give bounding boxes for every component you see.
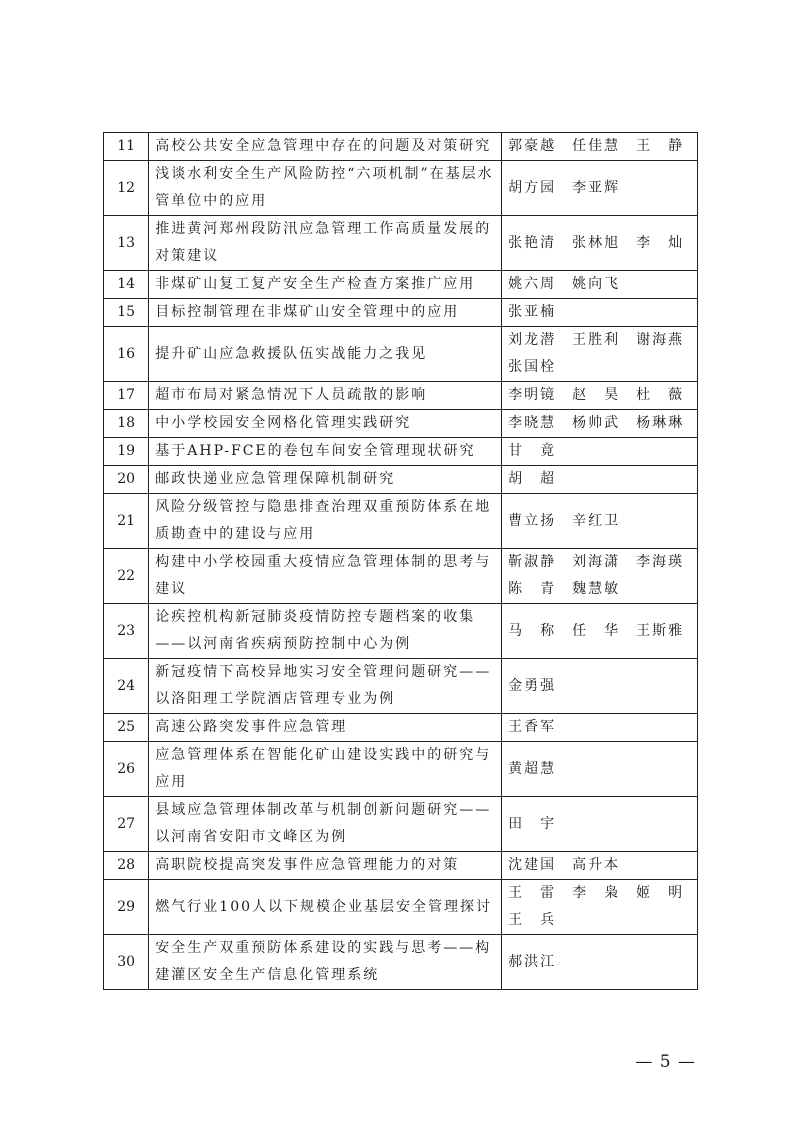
paper-title: 安全生产双重预防体系建设的实践与思考——构建灌区安全生产信息化管理系统	[149, 935, 502, 990]
authors-cell: 曹立扬 辛红卫	[502, 494, 698, 549]
authors-cell: 姚六周 姚向飞	[502, 271, 698, 299]
paper-title: 邮政快递业应急管理保障机制研究	[149, 466, 502, 494]
authors-cell: 张亚楠	[502, 299, 698, 327]
table-row	[104, 271, 698, 299]
authors-cell: 甘 竟	[502, 438, 698, 466]
paper-title: 县域应急管理体制改革与机制创新问题研究——以河南省安阳市文峰区为例	[149, 797, 502, 852]
paper-title: 提升矿山应急救援队伍实战能力之我见	[149, 327, 502, 382]
row-number: 27	[104, 797, 149, 852]
row-number: 22	[104, 549, 149, 604]
table-body	[104, 133, 701, 990]
paper-title: 基于AHP-FCE的卷包车间安全管理现状研究	[149, 438, 502, 466]
row-number: 14	[104, 271, 149, 299]
paper-title: 风险分级管控与隐患排查治理双重预防体系在地质勘查中的建设与应用	[149, 494, 502, 549]
row-number: 24	[104, 659, 149, 714]
table-row	[104, 659, 698, 714]
authors-cell: 靳淑静 刘海潇 李海瑛 陈 青 魏慧敏	[502, 549, 698, 604]
paper-title: 高职院校提高突发事件应急管理能力的对策	[149, 852, 502, 880]
authors-cell: 金勇强	[502, 659, 698, 714]
row-number: 11	[104, 133, 149, 161]
table-row	[104, 604, 698, 659]
authors-cell: 马 称 任 华 王斯雅	[502, 604, 698, 659]
row-number: 30	[104, 935, 149, 990]
authors-cell: 刘龙潜 王胜利 谢海燕 张国栓	[502, 327, 698, 382]
authors-cell: 沈建国 高升本	[502, 852, 698, 880]
row-number: 25	[104, 714, 149, 742]
authors-cell: 王 雷 李 枭 姬 明 王 兵	[502, 880, 698, 935]
table-row	[104, 466, 698, 494]
row-number: 20	[104, 466, 149, 494]
row-number: 16	[104, 327, 149, 382]
paper-title: 目标控制管理在非煤矿山安全管理中的应用	[149, 299, 502, 327]
row-number: 28	[104, 852, 149, 880]
table-row	[104, 494, 698, 549]
paper-title: 构建中小学校园重大疫情应急管理体制的思考与建议	[149, 549, 502, 604]
paper-title: 新冠疫情下高校异地实习安全管理问题研究——以洛阳理工学院酒店管理专业为例	[149, 659, 502, 714]
table-row	[104, 327, 698, 382]
authors-cell: 胡方园 李亚辉	[502, 161, 698, 216]
table-row	[104, 382, 698, 410]
row-number: 13	[104, 216, 149, 271]
authors-cell: 郝洪江	[502, 935, 698, 990]
paper-title: 超市布局对紧急情况下人员疏散的影响	[149, 382, 502, 410]
authors-cell: 郭豪越 任佳慧 王 静	[502, 133, 698, 161]
paper-title: 燃气行业100人以下规模企业基层安全管理探讨	[149, 880, 502, 935]
row-number: 26	[104, 742, 149, 797]
paper-title: 高速公路突发事件应急管理	[149, 714, 502, 742]
row-number: 17	[104, 382, 149, 410]
table-row	[104, 299, 698, 327]
table-row	[104, 880, 698, 935]
table-row	[104, 216, 698, 271]
row-number: 29	[104, 880, 149, 935]
authors-cell: 李晓慧 杨帅武 杨琳琳	[502, 410, 698, 438]
row-number: 21	[104, 494, 149, 549]
authors-cell: 李明镜 赵 昊 杜 薇	[502, 382, 698, 410]
paper-title: 推进黄河郑州段防汛应急管理工作高质量发展的对策建议	[149, 216, 502, 271]
table-row	[104, 714, 698, 742]
paper-title: 中小学校园安全网格化管理实践研究	[149, 410, 502, 438]
table-row	[104, 935, 698, 990]
paper-title: 非煤矿山复工复产安全生产检查方案推广应用	[149, 271, 502, 299]
table-row	[104, 438, 698, 466]
authors-cell: 田 宇	[502, 797, 698, 852]
table-row	[104, 133, 698, 161]
paper-title: 浅谈水利安全生产风险防控“六项机制”在基层水管单位中的应用	[149, 161, 502, 216]
paper-title: 应急管理体系在智能化矿山建设实践中的研究与应用	[149, 742, 502, 797]
paper-title: 论疾控机构新冠肺炎疫情防控专题档案的收集——以河南省疾病预防控制中心为例	[149, 604, 502, 659]
authors-cell: 王香军	[502, 714, 698, 742]
paper-title: 高校公共安全应急管理中存在的问题及对策研究	[149, 133, 502, 161]
paper-list-table	[103, 132, 701, 990]
row-number: 15	[104, 299, 149, 327]
table-row	[104, 797, 698, 852]
authors-cell: 黄超慧	[502, 742, 698, 797]
row-number: 18	[104, 410, 149, 438]
table-row	[104, 852, 698, 880]
table-row	[104, 161, 698, 216]
authors-cell: 胡 超	[502, 466, 698, 494]
row-number: 12	[104, 161, 149, 216]
row-number: 19	[104, 438, 149, 466]
table-row	[104, 742, 698, 797]
row-number: 23	[104, 604, 149, 659]
authors-cell: 张艳清 张林旭 李 灿	[502, 216, 698, 271]
table-row	[104, 549, 698, 604]
table-row	[104, 410, 698, 438]
page-number: — 5 —	[635, 1052, 696, 1072]
